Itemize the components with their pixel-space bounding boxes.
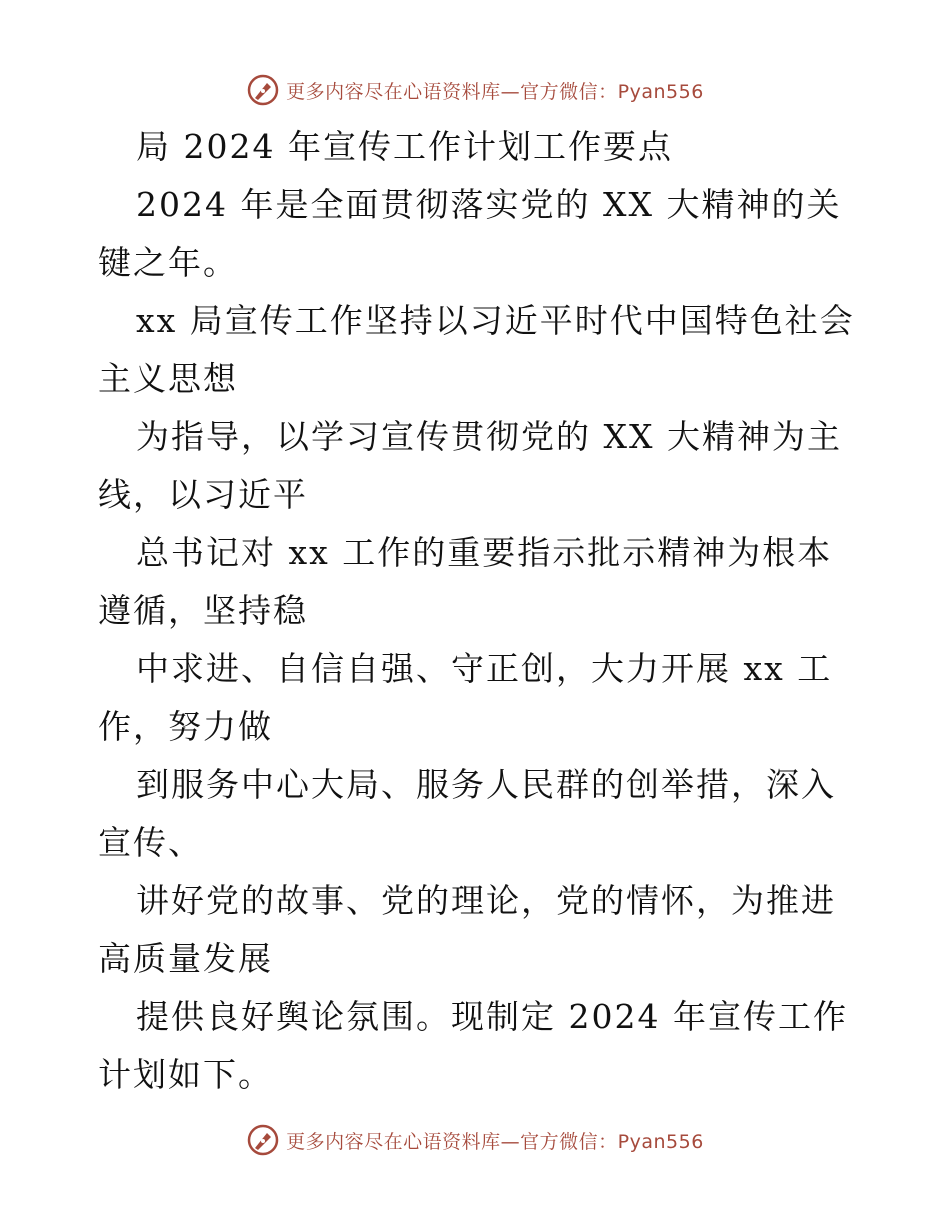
watermark-text: 更多内容尽在心语资料库—官方微信：Pyan556 — [286, 80, 704, 103]
paragraph: 到服务中心大局、服务人民群的创举措，深入宣传、 — [98, 765, 836, 862]
watermark-text: 更多内容尽在心语资料库—官方微信：Pyan556 — [286, 1130, 704, 1153]
pen-nib-circle-icon — [246, 1123, 280, 1157]
paragraph: 为指导，以学习宣传贯彻党的 XX 大精神为主线，以习近平 — [98, 417, 842, 514]
watermark-header — [0, 70, 950, 110]
paragraph: 2024 年是全面贯彻落实党的 XX 大精神的关键之年。 — [98, 185, 842, 282]
pen-nib-circle-icon — [246, 73, 280, 107]
document-title: 局 2024 年宣传工作计划工作要点 — [136, 127, 673, 166]
paragraph: xx 局宣传工作坚持以习近平时代中国特色社会主义思想 — [98, 301, 855, 398]
document-body — [98, 118, 858, 1104]
paragraph: 讲好党的故事、党的理论，党的情怀，为推进高质量发展 — [98, 881, 836, 978]
paragraph: 中求进、自信自强、守正创，大力开展 xx 工作，努力做 — [98, 649, 833, 746]
paragraph: 总书记对 xx 工作的重要指示批示精神为根本遵循，坚持稳 — [98, 533, 833, 630]
watermark-footer — [0, 1120, 950, 1160]
paragraph: 提供良好舆论氛围。现制定 2024 年宣传工作计划如下。 — [98, 997, 848, 1094]
